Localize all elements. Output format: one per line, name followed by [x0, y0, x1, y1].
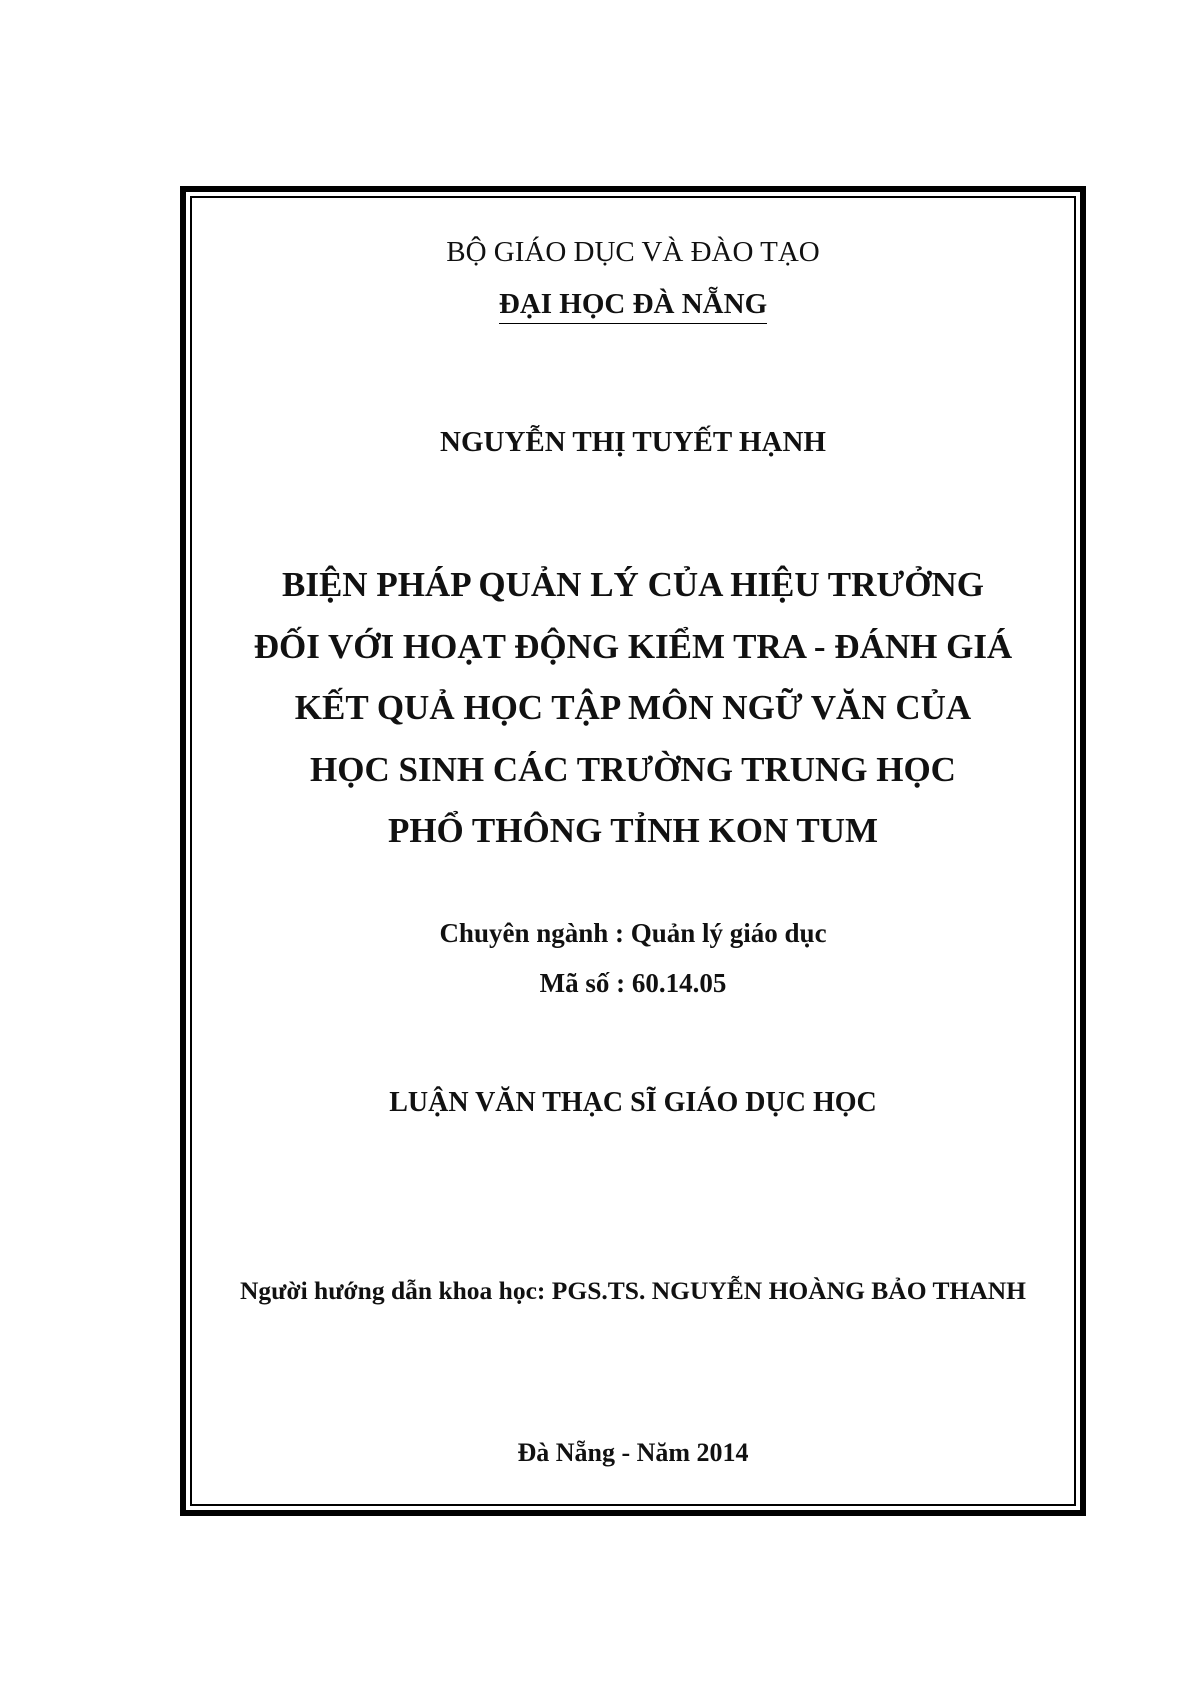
thesis-title-line: BIỆN PHÁP QUẢN LÝ CỦA HIỆU TRƯỞNG	[281, 565, 985, 604]
thesis-title-line: PHỔ THÔNG TỈNH KON TUM	[387, 811, 879, 850]
ministry-name: BỘ GIÁO DỤC VÀ ĐÀO TẠO	[446, 236, 820, 268]
cover-inner-frame	[190, 196, 1076, 1506]
university-name: ĐẠI HỌC ĐÀ NẴNG	[499, 288, 767, 324]
thesis-title	[192, 554, 1074, 862]
place-and-year: Đà Nẵng - Năm 2014	[517, 1438, 749, 1467]
major-code: Mã số : 60.14.05	[539, 968, 727, 998]
author-name: NGUYỄN THỊ TUYẾT HẠNH	[440, 426, 826, 458]
scientific-advisor: Người hướng dẫn khoa học: PGS.TS. NGUYỄN HOÀNG BẢO THANH	[240, 1276, 1026, 1305]
major-field: Chuyên ngành : Quản lý giáo dục	[439, 918, 827, 948]
university-name-line	[192, 288, 1074, 324]
thesis-title-line: ĐỐI VỚI HOẠT ĐỘNG KIỂM TRA - ĐÁNH GIÁ	[253, 626, 1013, 666]
thesis-title-line: KẾT QUẢ HỌC TẬP MÔN NGỮ VĂN CỦA	[294, 688, 972, 727]
degree-type: LUẬN VĂN THẠC SĨ GIÁO DỤC HỌC	[389, 1087, 877, 1118]
cover-border-frame	[180, 186, 1086, 1516]
thesis-title-line: HỌC SINH CÁC TRƯỜNG TRUNG HỌC	[310, 749, 956, 789]
